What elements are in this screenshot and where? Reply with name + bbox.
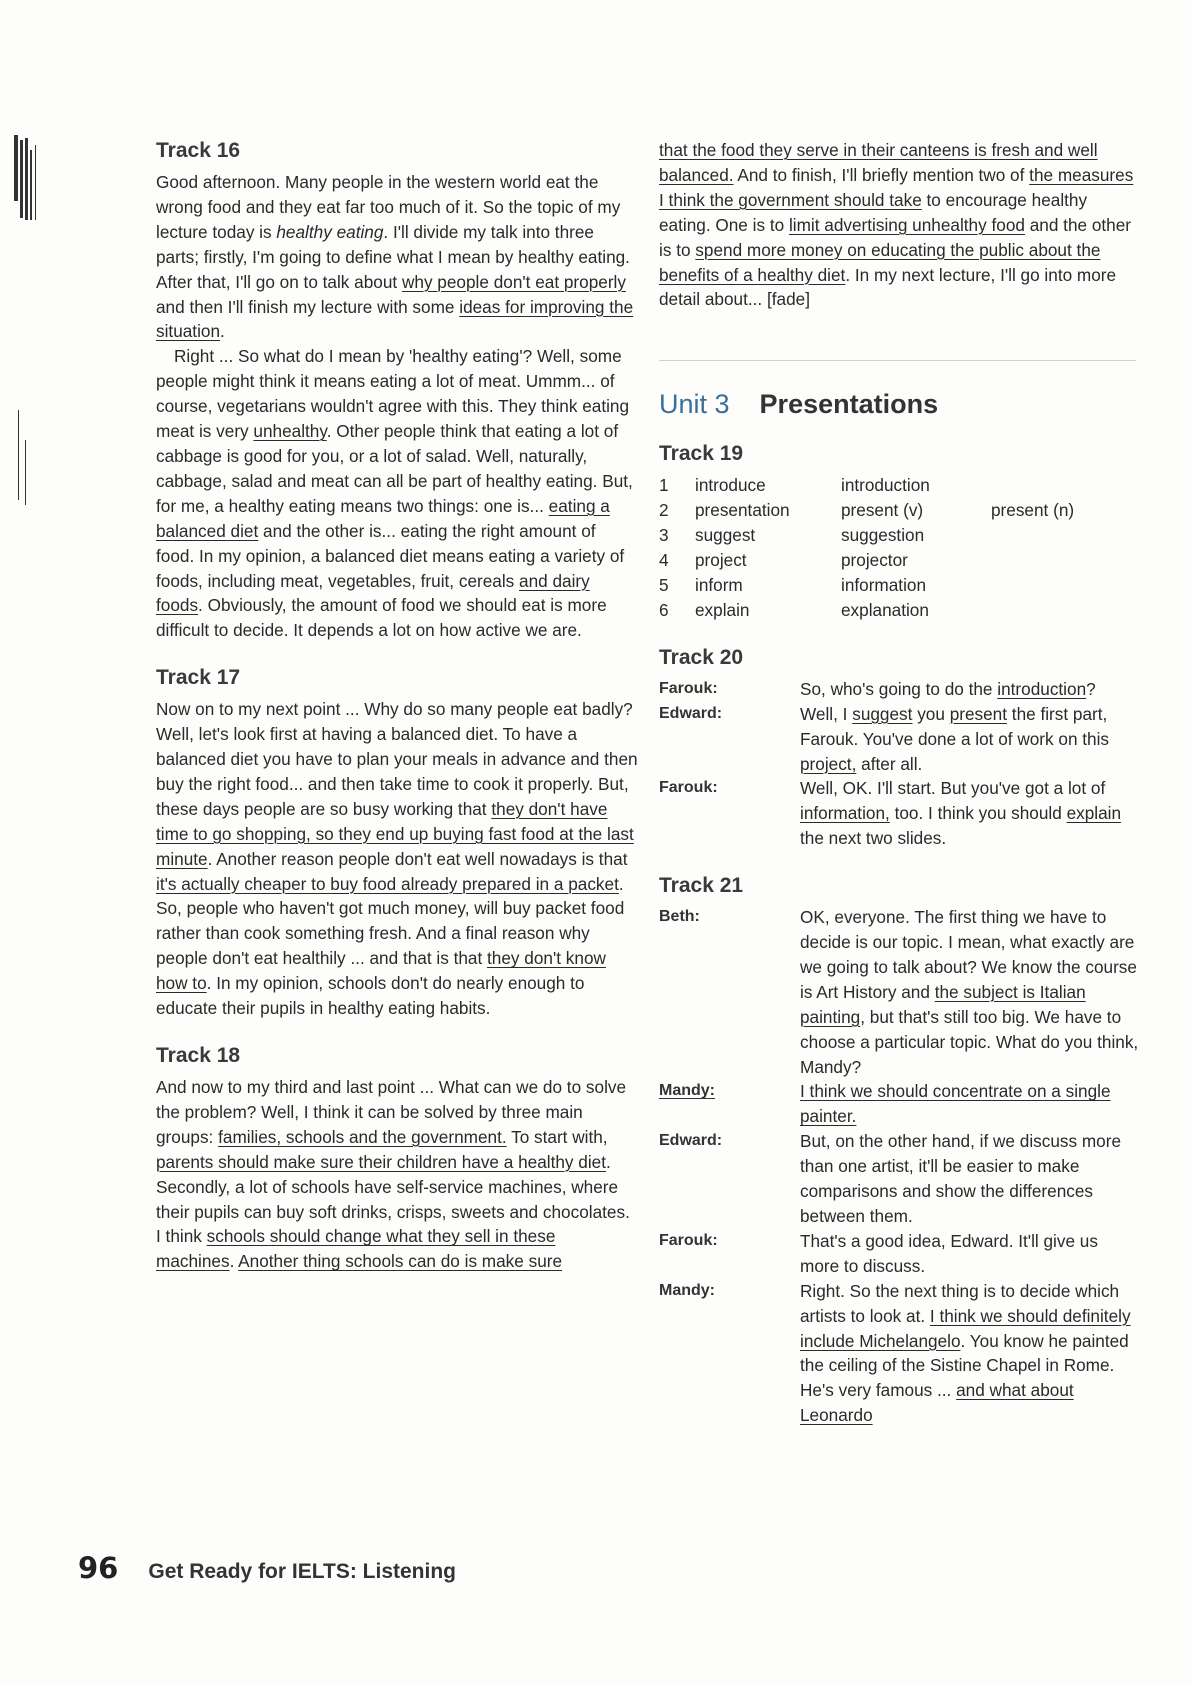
track-21-title: Track 21 — [659, 874, 744, 898]
vocab-word — [991, 473, 1131, 498]
vocab-word: information — [841, 574, 927, 595]
track-16-paragraph: Good afternoon. Many people in the western world eat the wrong food and they eat far too much of it. So the topic of my lecture today is healthy eating. I'll divide my talk into three parts; firstly, I'm going to define what I mean by healthy eating. After that, I'll go on to talk about why people don't eat properly and then I'll finish my lecture with some ideas for improving the situation. — [156, 172, 634, 342]
left-column — [156, 138, 638, 1274]
track-18-paragraph: And now to my third and last point ... What can we do to solve the problem? Well, I think it can be solved by three main groups: families, schools and the government. To start with, parents should make sure their children have a healthy diet. Secondly, a lot of schools have self-service machines, where their pupils can buy soft drinks, crisps, sweets and chocolates. I think schools should change what they sell in these machines. Another thing schools can do is make sure — [156, 1077, 630, 1272]
vocab-word: project — [695, 550, 747, 571]
vocab-word: introduction — [841, 475, 930, 496]
dialogue-line: Right. So the next thing is to decide which artists to look at. I think we should definitely include Michelangelo. You know he painted the ceiling of the Sistine Chapel in Rome. He's very famous ... and what about Leonardo — [800, 1280, 1131, 1426]
margin-mark — [25, 138, 28, 220]
speaker-name: Farouk: — [659, 779, 718, 797]
dialogue-line: But, on the other hand, if we discuss more than one artist, it'll be easier to make comparisons and show the differences between them. — [800, 1131, 1122, 1226]
track-18-title: Track 18 — [156, 1044, 241, 1067]
vocab-word — [991, 598, 1131, 623]
vocab-number: 3 — [659, 525, 669, 546]
margin-mark — [20, 140, 23, 218]
vocab-word: suggestion — [841, 525, 925, 546]
vocab-word: explanation — [841, 599, 929, 620]
vocab-word: suggest — [695, 525, 756, 546]
margin-mark — [14, 135, 18, 201]
vocab-word — [991, 523, 1131, 548]
vocab-word — [991, 548, 1131, 573]
margin-mark — [18, 410, 19, 500]
track-18-continued: that the food they serve in their canteens is fresh and well balanced. And to finish, I'll briefly mention two of the measures I think the government should take to encourage healthy eating. One is to limit advertising unhealthy food and the other is to spend more money on educating the public about the benefits of a healthy diet. In my next lecture, I'll go into more detail about... [fade] — [659, 140, 1134, 310]
track-19-title: Track 19 — [659, 442, 744, 466]
speaker-name: Mandy: — [659, 1082, 715, 1100]
track-20-title: Track 20 — [659, 645, 744, 669]
vocab-number: 6 — [659, 599, 669, 620]
vocab-number: 2 — [659, 500, 669, 521]
page-number: 96 — [78, 1551, 119, 1585]
speaker-name: Farouk: — [659, 1231, 718, 1249]
speaker-name: Edward: — [659, 1132, 723, 1150]
page-footer — [78, 1551, 456, 1585]
track-17-title: Track 17 — [156, 666, 241, 690]
vocab-word: present (n) — [991, 500, 1075, 521]
dialogue-line: OK, everyone. The first thing we have to decide is our topic. I mean, what exactly are we going to talk about? We know the course is Art History and the subject is Italian painting, but that's still too big. We have to choose a particular topic. What do you think, Mandy? — [800, 907, 1139, 1077]
dialogue-line: So, who's going to do the introduction? — [800, 678, 1096, 699]
speaker-name: Edward: — [659, 704, 723, 722]
track-17-paragraph: Now on to my next point ... Why do so many people eat badly? Well, let's look first at having a balanced diet. To have a balanced diet you have to plan your meals in advance and then buy the right food... and then take time to cook it properly. But, these days people are so busy working that they don't have time to go shopping, so they end up buying fast food at the last minute. Another reason people don't eat well nowadays is that it's actually cheaper to buy food already prepared in a packet. So, people who haven't got much money, will buy packet food rather than cook something fresh. And a final reason why people don't eat healthily ... and that is that they don't know how to. In my opinion, schools don't do nearly enough to educate their pupils in healthy eating habits. — [156, 699, 638, 1019]
track-16-paragraph: Right ... So what do I mean by 'healthy eating'? Well, some people might think it means eating a lot of meat. Ummm... of course, vegetarians wouldn't agree with this. They think eating meat is very unhealthy. Other people think that eating a lot of cabbage is good for you, or a lot of salad. Well, naturally, cabbage, salad and meat can all be part of healthy eating. But, for me, a healthy eating means two things: one is... eating a balanced diet and the other is... eating the right amount of food. In my opinion, a balanced diet means eating a variety of foods, including meat, vegetables, fruit, cereals and dairy foods. Obviously, the amount of food we should eat is more difficult to decide. It depends a lot on how active we are. — [156, 346, 633, 641]
book-title: Get Ready for IELTS: Listening — [148, 1560, 456, 1583]
section-divider — [659, 360, 1136, 361]
right-column — [659, 138, 1139, 1428]
dialogue-line: Well, I suggest you present the first part, Farouk. You've done a lot of work on this project, after all. — [800, 703, 1110, 774]
dialogue-line: I think we should concentrate on a single painter. — [800, 1081, 1111, 1127]
vocab-word: inform — [695, 574, 743, 595]
speaker-name: Beth: — [659, 908, 700, 926]
vocab-number: 5 — [659, 574, 669, 595]
margin-mark — [25, 440, 26, 505]
vocab-word: introduce — [695, 475, 766, 496]
track-20-dialogue — [659, 677, 1139, 851]
margin-mark — [35, 145, 36, 220]
margin-mark — [30, 150, 32, 220]
vocab-word: projector — [841, 550, 908, 571]
vocab-number: 4 — [659, 550, 669, 571]
vocab-number: 1 — [659, 475, 669, 496]
vocab-word: explain — [695, 599, 750, 620]
track-21-dialogue — [659, 905, 1139, 1428]
vocab-word — [991, 573, 1131, 598]
speaker-name: Farouk: — [659, 679, 718, 697]
unit-heading: Unit 3 Presentations — [659, 389, 939, 420]
dialogue-line: That's a good idea, Edward. It'll give us more to discuss. — [800, 1230, 1098, 1276]
vocab-table — [659, 473, 1139, 622]
track-16-title: Track 16 — [156, 139, 241, 162]
speaker-name: Mandy: — [659, 1281, 715, 1299]
dialogue-line: Well, OK. I'll start. But you've got a lot of information, too. I think you should explain the next two slides. — [800, 778, 1122, 849]
vocab-word: present (v) — [841, 500, 924, 521]
vocab-word: presentation — [695, 500, 790, 521]
